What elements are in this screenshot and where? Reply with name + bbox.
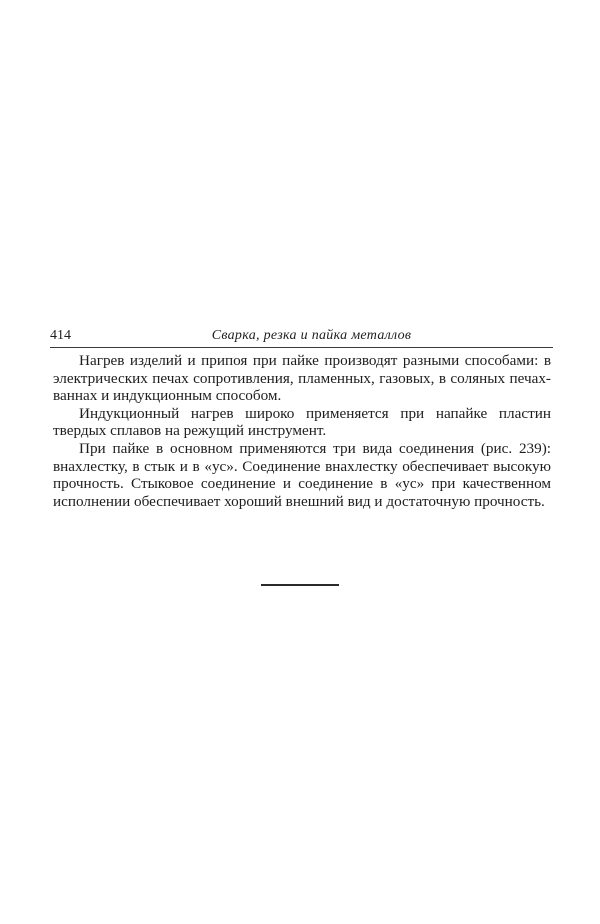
- paragraph-joint-types: При пайке в основном применяются три вида соединения (рис. 239): внахлестку, в стык и в «ус». Соединение внахлестку обеспечивает высокую прочность. Стыковое соединение и соединение в «ус» при качественном исполнении обеспечивает хороший внешний вид и достаточную прочность.: [53, 439, 551, 510]
- page-header: [50, 327, 553, 345]
- paragraph-induction-heating: Индукционный нагрев широко применяется при напайке пластин твердых сплавов на режущий инструмент.: [53, 404, 551, 440]
- page-number: 414: [50, 328, 71, 343]
- paragraph-heating-methods: Нагрев изделий и припоя при пайке производят разными способами: в электрических печах сопротивления, пламенных, газовых, в соляных печах-ваннах и индукционным способом.: [53, 352, 551, 405]
- section-end-rule: [261, 584, 339, 586]
- body-text: [53, 352, 551, 510]
- header-rule: [50, 347, 553, 348]
- running-title: Сварка, резка и пайка металлов: [211, 328, 412, 343]
